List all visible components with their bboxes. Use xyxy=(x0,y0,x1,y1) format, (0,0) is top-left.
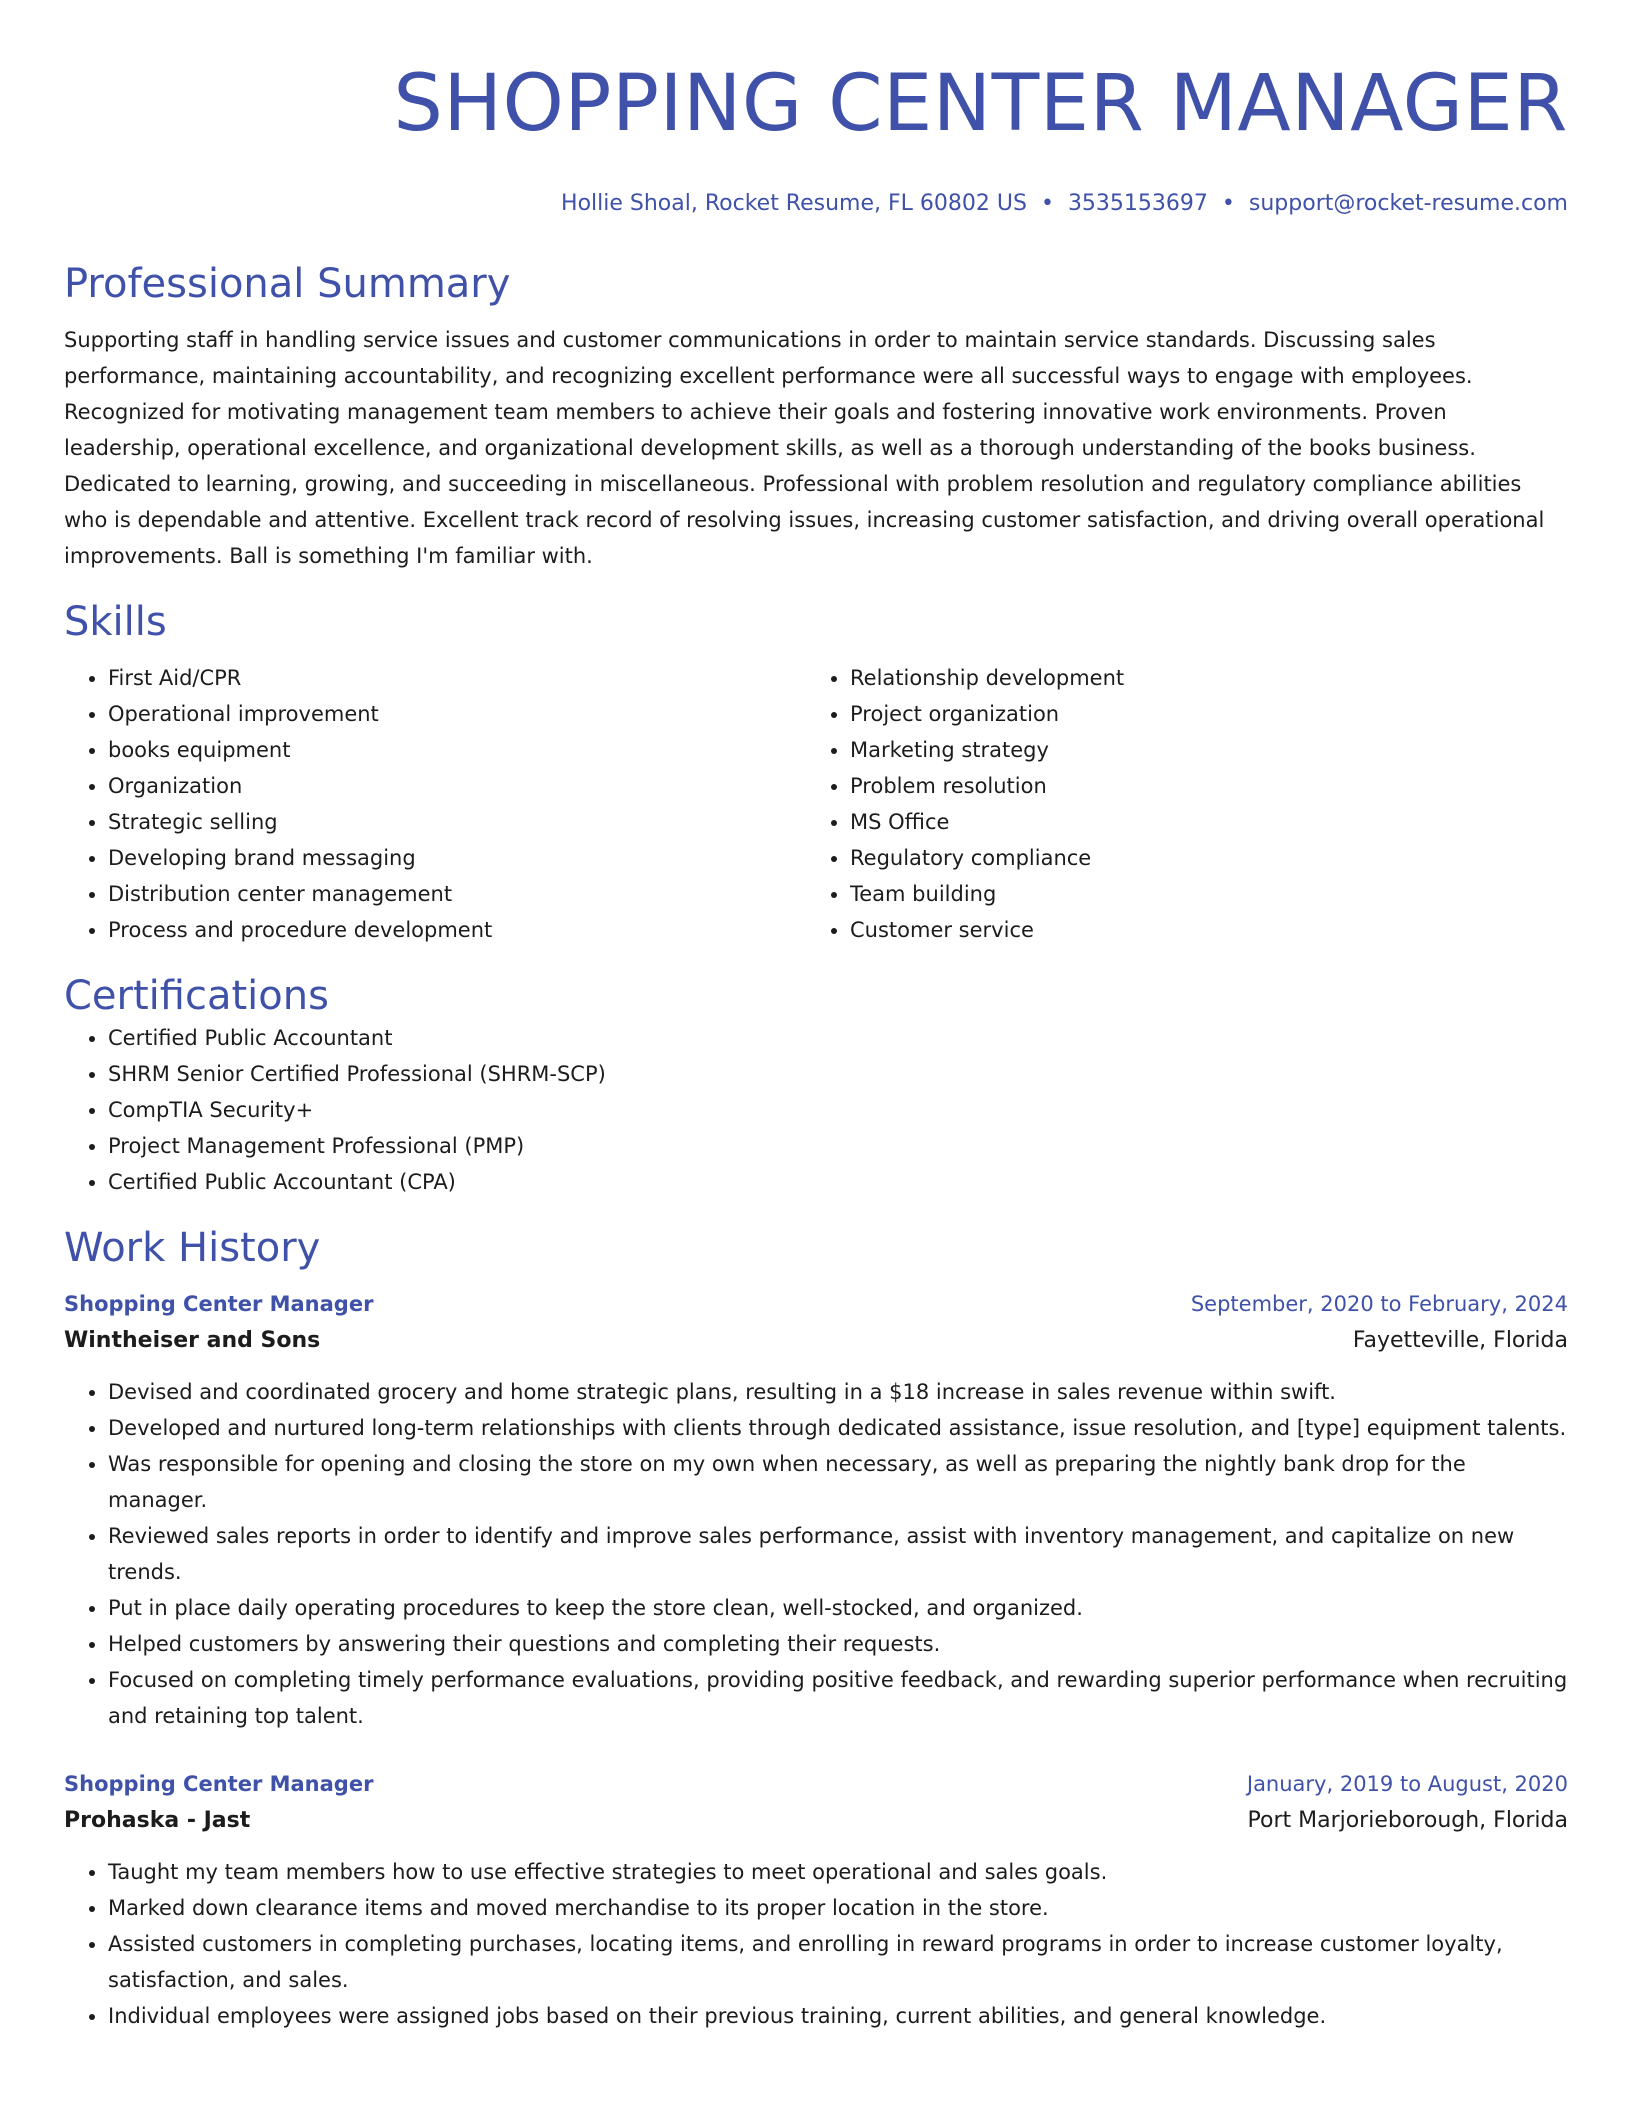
job-bullet: • Helped customers by answering their questions and completing their requests. xyxy=(108,1626,1568,1662)
job-dates: January, 2019 to August, 2020 xyxy=(1246,1772,1568,1796)
contact-address: Hollie Shoal, Rocket Resume, FL 60802 US xyxy=(561,191,1027,216)
job-bullet: • Put in place daily operating procedures to keep the store clean, well-stocked, and organized. xyxy=(108,1590,1568,1626)
skill-item: • Project organization xyxy=(850,696,1548,732)
skill-item: • Organization xyxy=(108,768,806,804)
job-bullets xyxy=(64,1374,1568,1734)
resume-page xyxy=(64,0,1568,2034)
job-company: Wintheiser and Sons xyxy=(64,1328,321,1353)
job-bullets xyxy=(64,1854,1568,2034)
job-bullet: • Individual employees were assigned jobs based on their previous training, current abilities, and general knowledge. xyxy=(108,1998,1568,2034)
skill-item: • Customer service xyxy=(850,912,1548,948)
certification-item: • Certified Public Accountant (CPA) xyxy=(108,1164,1568,1200)
job-bullet: • Was responsible for opening and closing the store on my own when necessary, as well as preparing the nightly bank drop for the manager. xyxy=(108,1446,1568,1518)
job-bullet: • Marked down clearance items and moved merchandise to its proper location in the store. xyxy=(108,1890,1568,1926)
contact-separator: • xyxy=(1040,191,1054,216)
skill-item: • Marketing strategy xyxy=(850,732,1548,768)
skills-column-left xyxy=(64,660,806,948)
skills-list-right xyxy=(806,660,1548,948)
skill-item: • Developing brand messaging xyxy=(108,840,806,876)
job-company-row xyxy=(64,1802,1568,1840)
skills-list-left xyxy=(64,660,806,948)
job-header-row xyxy=(64,1766,1568,1802)
skill-item: • Operational improvement xyxy=(108,696,806,732)
certification-item: • SHRM Senior Certified Professional (SHRM-SCP) xyxy=(108,1056,1568,1092)
job-company: Prohaska - Jast xyxy=(64,1808,251,1833)
skill-item: • Distribution center management xyxy=(108,876,806,912)
job-entry xyxy=(64,1286,1568,1734)
skill-item: • Team building xyxy=(850,876,1548,912)
skill-item: • Relationship development xyxy=(850,660,1548,696)
job-header-row xyxy=(64,1286,1568,1322)
job-title: Shopping Center Manager xyxy=(64,1292,374,1316)
skill-item: • First Aid/CPR xyxy=(108,660,806,696)
skills-heading: Skills xyxy=(64,599,167,645)
job-entry xyxy=(64,1766,1568,2034)
skills-grid xyxy=(64,660,1568,948)
contact-phone: 3535153697 xyxy=(1067,191,1208,216)
skill-item: • Problem resolution xyxy=(850,768,1548,804)
job-company-row xyxy=(64,1322,1568,1360)
job-bullet: • Reviewed sales reports in order to identify and improve sales performance, assist with inventory management, and capitalize on new trends. xyxy=(108,1518,1568,1590)
contact-email[interactable]: support@rocket-resume.com xyxy=(1248,191,1568,216)
resume-title: SHOPPING CENTER MANAGER xyxy=(393,59,1568,149)
certification-item: • Certified Public Accountant xyxy=(108,1020,1568,1056)
job-bullet: • Focused on completing timely performance evaluations, providing positive feedback, and rewarding superior performance when recruiting and retaining top talent. xyxy=(108,1662,1568,1734)
job-dates: September, 2020 to February, 2024 xyxy=(1190,1292,1568,1316)
job-bullet: • Taught my team members how to use effective strategies to meet operational and sales goals. xyxy=(108,1854,1568,1890)
skill-item: • Strategic selling xyxy=(108,804,806,840)
skill-item: • Process and procedure development xyxy=(108,912,806,948)
certification-item: • Project Management Professional (PMP) xyxy=(108,1128,1568,1164)
skills-column-right xyxy=(806,660,1548,948)
contact-separator: • xyxy=(1221,191,1235,216)
certification-item: • CompTIA Security+ xyxy=(108,1092,1568,1128)
job-bullet: • Devised and coordinated grocery and home strategic plans, resulting in a $18 increase in sales revenue within swift. xyxy=(108,1374,1568,1410)
contact-line xyxy=(64,190,1568,218)
work-history-heading: Work History xyxy=(64,1225,321,1271)
summary-text: Supporting staff in handling service issues and customer communications in order to maintain service standards. Discussing sales performance, maintaining accountability, and recognizing excellent performance were all successful ways to engage with employees. Recognized for motivating management team members to achieve their goals and fostering innovative work environments. Proven leadership, operational excellence, and organizational development skills, as well as a thorough understanding of the books business. Dedicated to learning, growing, and succeeding in miscellaneous. Professional with problem resolution and regulatory compliance abilities who is dependable and attentive. Excellent track record of resolving issues, increasing customer satisfaction, and driving overall operational improvements. Ball is something I'm familiar with. xyxy=(64,328,1545,568)
summary-heading: Professional Summary xyxy=(64,261,511,307)
certifications-list xyxy=(64,1020,1568,1200)
job-title: Shopping Center Manager xyxy=(64,1772,374,1796)
job-location: Fayetteville, Florida xyxy=(1352,1328,1568,1353)
skill-item: • MS Office xyxy=(850,804,1548,840)
skill-item: • books equipment xyxy=(108,732,806,768)
skill-item: • Regulatory compliance xyxy=(850,840,1548,876)
job-bullet: • Assisted customers in completing purchases, locating items, and enrolling in reward programs in order to increase customer loyalty, satisfaction, and sales. xyxy=(108,1926,1568,1998)
certifications-heading: Certifications xyxy=(64,973,329,1019)
job-location: Port Marjorieborough, Florida xyxy=(1247,1808,1568,1833)
job-bullet: • Developed and nurtured long-term relationships with clients through dedicated assistance, issue resolution, and [type] equipment talents. xyxy=(108,1410,1568,1446)
